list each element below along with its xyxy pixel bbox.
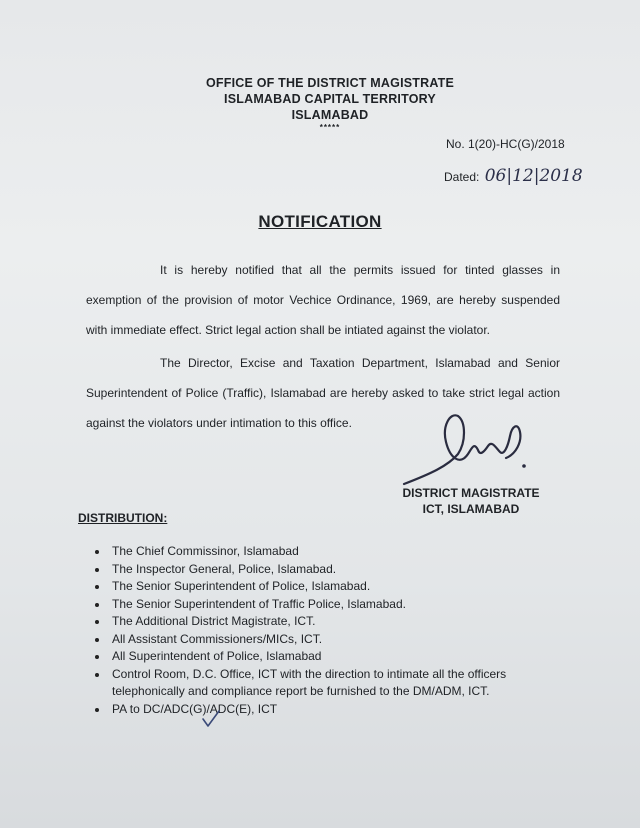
checkmark-icon xyxy=(200,708,222,730)
list-item: The Senior Superintendent of Police, Islamabad. xyxy=(92,578,512,596)
list-item: The Chief Commissinor, Islamabad xyxy=(92,543,512,561)
distribution-title: DISTRIBUTION: xyxy=(78,511,168,525)
handwritten-date: 06|12|2018 xyxy=(484,166,583,186)
list-item: All Assistant Commissioners/MICs, ICT. xyxy=(92,631,512,649)
reference-number: No. 1(20)-HC(G)/2018 xyxy=(446,137,565,151)
list-item: The Additional District Magistrate, ICT. xyxy=(92,613,512,631)
header-stars: ***** xyxy=(319,123,341,132)
dated-line xyxy=(444,166,583,186)
signature-icon xyxy=(400,408,540,488)
paragraph-1-text: It is hereby notified that all the permits issued for tinted glasses in exemption of the provision of motor Vechice Ordinance, 1969, are hereby suspended with immediate effect. Strict legal action shall be intiated against the violator. xyxy=(86,263,560,337)
signatory-title: DISTRICT MAGISTRATE xyxy=(402,486,540,500)
paragraph-2-text: The Director, Excise and Taxation Department, Islamabad and Senior Superintendent of Police (Traffic), Islamabad are hereby asked to take strict legal action against the violators under intimation to this office. xyxy=(86,356,560,430)
header-line-1: OFFICE OF THE DISTRICT MAGISTRATE xyxy=(205,76,455,90)
signatory-block xyxy=(392,485,550,517)
header-line-2: ISLAMABAD CAPITAL TERRITORY xyxy=(224,92,436,106)
list-item: Control Room, D.C. Office, ICT with the direction to intimate all the officers telephonically and compliance report be furnished to the DM/ADM, ICT. xyxy=(92,666,512,701)
list-item: PA to DC/ADC(G)/ADC(E), ICT xyxy=(92,701,512,719)
list-item: The Senior Superintendent of Traffic Police, Islamabad. xyxy=(92,596,512,614)
signatory-office: ICT, ISLAMABAD xyxy=(422,502,520,516)
list-item: The Inspector General, Police, Islamabad. xyxy=(92,561,512,579)
list-item: All Superintendent of Police, Islamabad xyxy=(92,648,512,666)
distribution-list xyxy=(92,543,512,718)
header-line-3: ISLAMABAD xyxy=(291,108,369,122)
paragraph-1 xyxy=(86,255,560,345)
page-title: NOTIFICATION xyxy=(258,212,382,231)
office-header xyxy=(180,75,480,133)
dated-label: Dated: xyxy=(444,170,480,184)
